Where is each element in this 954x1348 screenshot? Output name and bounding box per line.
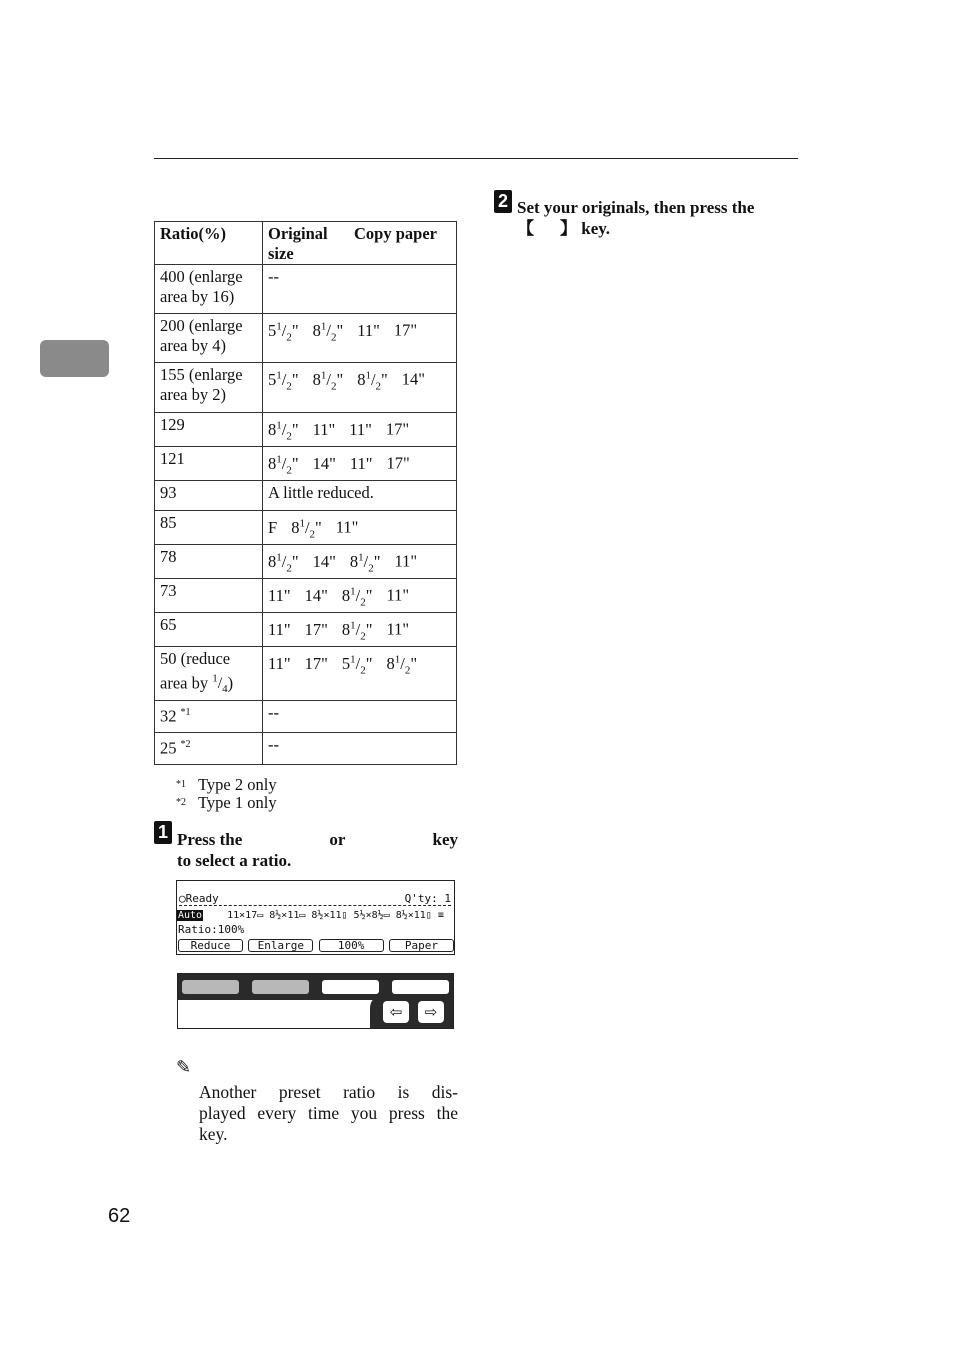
selection-key-1[interactable] — [182, 980, 239, 994]
left-arrow-icon[interactable]: ⇦ — [383, 1001, 409, 1023]
table-row — [155, 647, 457, 701]
paper-size: -- — [268, 735, 279, 754]
footnote-2: $^{*2}$ Type 1 only — [176, 793, 277, 812]
paper-size: 17" — [393, 320, 418, 340]
table-row — [155, 545, 457, 579]
footnote-mark: *1 — [180, 707, 191, 718]
paper-size: 14" — [312, 453, 336, 473]
ratio-value: 155 (enlarge — [160, 365, 243, 384]
paper-size: 11" — [335, 517, 359, 537]
right-arrow-icon[interactable]: ⇨ — [418, 1001, 444, 1023]
paper-size: 14" — [304, 585, 328, 605]
paper-size: -- — [268, 267, 279, 286]
table-row — [155, 363, 457, 413]
size-cell — [263, 511, 457, 545]
paper-size: $8^1/_2$" — [341, 619, 373, 642]
selection-key-3[interactable] — [322, 980, 379, 994]
paper-size: 11" — [357, 320, 380, 340]
paper-size: 11" — [268, 585, 291, 605]
ratio-value: 50 (reduce — [160, 649, 231, 668]
footnotes — [176, 776, 277, 812]
ratio-value: 25 — [160, 738, 177, 758]
lcd-quantity: Q'ty: 1 — [404, 892, 451, 905]
size-cell — [263, 481, 457, 511]
header-rule — [154, 158, 798, 159]
paper-size: $8^1/_2$" — [312, 369, 344, 392]
size-cell — [263, 545, 457, 579]
paper-size: $8^1/_2$" — [291, 517, 322, 540]
paper-size: $8^1/_2$" — [386, 653, 418, 676]
paper-size: 11" — [349, 453, 373, 473]
paper-button[interactable]: Paper — [389, 939, 454, 952]
paper-size: $8^1/_2$" — [349, 551, 381, 574]
selection-key-2[interactable] — [252, 980, 309, 994]
ratio-description: area by — [160, 673, 213, 693]
ratio-value: 400 (enlarge — [160, 267, 243, 286]
table-row — [155, 701, 457, 733]
paper-size: $5^1/_2$" — [268, 369, 299, 392]
note-line-3: key. — [199, 1124, 228, 1144]
paper-size: 11" — [268, 619, 291, 639]
ratio-description: area by 4) — [160, 336, 226, 355]
paper-size: 17" — [304, 653, 328, 673]
table-row — [155, 265, 457, 314]
note-line-1: Another preset ratio is dis- — [199, 1082, 458, 1102]
paper-size: F — [268, 517, 278, 537]
ratio-value: 93 — [160, 483, 177, 502]
paper-size: $8^1/_2$" — [268, 419, 299, 442]
paper-size: $5^1/_2$" — [268, 320, 299, 343]
table-body — [155, 265, 457, 765]
paper-size: 11" — [386, 585, 410, 605]
paper-size: 14" — [312, 551, 336, 571]
lcd-paper-row — [177, 909, 452, 922]
note-line-2: played every time you press the — [199, 1103, 458, 1123]
paper-size: 17" — [304, 619, 328, 639]
paper-size: $5^1/_2$" — [341, 653, 373, 676]
size-cell — [263, 579, 457, 613]
step-2-line-1: Set your originals, then press the — [517, 198, 755, 217]
lcd-status-row — [179, 892, 451, 906]
paper-size: 17" — [385, 419, 410, 439]
ratio-description: area by 16) — [160, 287, 235, 306]
paper-size: 11" — [386, 619, 410, 639]
header-size-label: size — [268, 244, 294, 263]
paper-size: -- — [268, 703, 279, 722]
table-row — [155, 447, 457, 481]
ratio-cell — [155, 363, 263, 413]
note-text — [199, 1082, 458, 1145]
header-original: Original — [268, 224, 328, 243]
ratio-value: 121 — [160, 449, 185, 468]
table-row — [155, 314, 457, 363]
ratio-value: 73 — [160, 581, 177, 600]
step-2-line-2 — [517, 218, 610, 239]
size-cell — [263, 363, 457, 413]
paper-size: $8^1/_2$" — [268, 453, 299, 476]
footnote-1: $^{*1}$ Type 2 only — [176, 775, 277, 794]
lcd-display — [176, 880, 455, 955]
ratio-value: 78 — [160, 547, 177, 566]
footnote-mark: *2 — [180, 739, 191, 750]
size-cell — [263, 647, 457, 701]
paper-size: 17" — [386, 453, 410, 473]
size-cell — [263, 447, 457, 481]
ratio-description: area by 2) — [160, 385, 226, 404]
lcd-ratio: Ratio:100% — [178, 923, 245, 936]
paper-size: 11" — [268, 653, 291, 673]
ratio-cell — [155, 545, 263, 579]
step-1-word-key: key — [432, 830, 458, 849]
step-1-word-or: or — [329, 830, 346, 849]
bracket-open: 【 — [517, 219, 534, 238]
step-2-number: 2 — [494, 190, 512, 213]
paper-size: A little reduced. — [268, 483, 374, 502]
page-number: 62 — [108, 1205, 131, 1227]
header-ratio: Ratio(%) — [155, 222, 263, 265]
size-cell — [263, 733, 457, 765]
lcd-auto-paper[interactable]: Auto — [178, 910, 203, 921]
paper-size: 11" — [312, 419, 336, 439]
paper-size: 11" — [349, 419, 372, 439]
header-copy-paper: Copy paper — [354, 224, 437, 243]
table-row — [155, 613, 457, 647]
ratio-cell — [155, 314, 263, 363]
ratio-cell — [155, 447, 263, 481]
paper-size: 14" — [401, 369, 426, 389]
lcd-status: ◯Ready — [179, 892, 219, 905]
table-row — [155, 579, 457, 613]
step-2-key-label: key. — [581, 219, 611, 238]
paper-size: 11" — [394, 551, 418, 571]
bracket-close: 】 — [560, 219, 577, 238]
ratio-cell — [155, 579, 263, 613]
chapter-tab — [40, 340, 109, 377]
ratio-cell — [155, 733, 263, 765]
enlarge-button[interactable]: Enlarge — [248, 939, 313, 952]
step-1-line-2: to select a ratio. — [177, 851, 292, 870]
table-row — [155, 733, 457, 765]
table-row — [155, 481, 457, 511]
table-row — [155, 413, 457, 447]
size-cell — [263, 265, 457, 314]
paper-size: $8^1/_2$" — [268, 551, 299, 574]
ratio-cell — [155, 265, 263, 314]
ratio-cell: 50 (reduce area by $^1/_4$) — [155, 647, 263, 701]
step-1-word-press: Press the — [177, 830, 243, 849]
ratio-cell — [155, 413, 263, 447]
size-cell — [263, 413, 457, 447]
lcd-button-row — [178, 939, 454, 952]
selection-key-4[interactable] — [392, 980, 449, 994]
ratio-cell — [155, 481, 263, 511]
table-header-row — [155, 222, 457, 265]
step-1-line-1 — [177, 829, 458, 850]
size-cell — [263, 613, 457, 647]
ratio-cell — [155, 701, 263, 733]
size-cell — [263, 701, 457, 733]
ratio-value: 129 — [160, 415, 185, 434]
scroll-keys — [370, 994, 454, 1029]
ratio-value: 32 — [160, 706, 177, 726]
ratio-value: 65 — [160, 615, 177, 634]
full-size-button[interactable]: 100% — [319, 939, 384, 952]
size-cell — [263, 314, 457, 363]
ratio-cell — [155, 511, 263, 545]
lcd-paper-sizes: 11×17▭ 8½×11▭ 8½×11▯ 5½×8½▭ 8½×11▯ ≡ — [227, 910, 444, 921]
ratio-cell — [155, 613, 263, 647]
ratio-value: 85 — [160, 513, 177, 532]
ratio-value: 200 (enlarge — [160, 316, 243, 335]
control-panel — [177, 973, 454, 1029]
ratio-table — [154, 221, 457, 765]
paper-size: $8^1/_2$" — [312, 320, 344, 343]
paper-size: $8^1/_2$" — [357, 369, 388, 392]
header-size — [263, 222, 457, 265]
step-1-number: 1 — [154, 821, 172, 844]
table-row — [155, 511, 457, 545]
fraction: $^1/_4$ — [212, 673, 228, 696]
paper-size: $8^1/_2$" — [341, 585, 373, 608]
pencil-note-icon: ✎ — [176, 1057, 192, 1078]
reduce-button[interactable]: Reduce — [178, 939, 243, 952]
